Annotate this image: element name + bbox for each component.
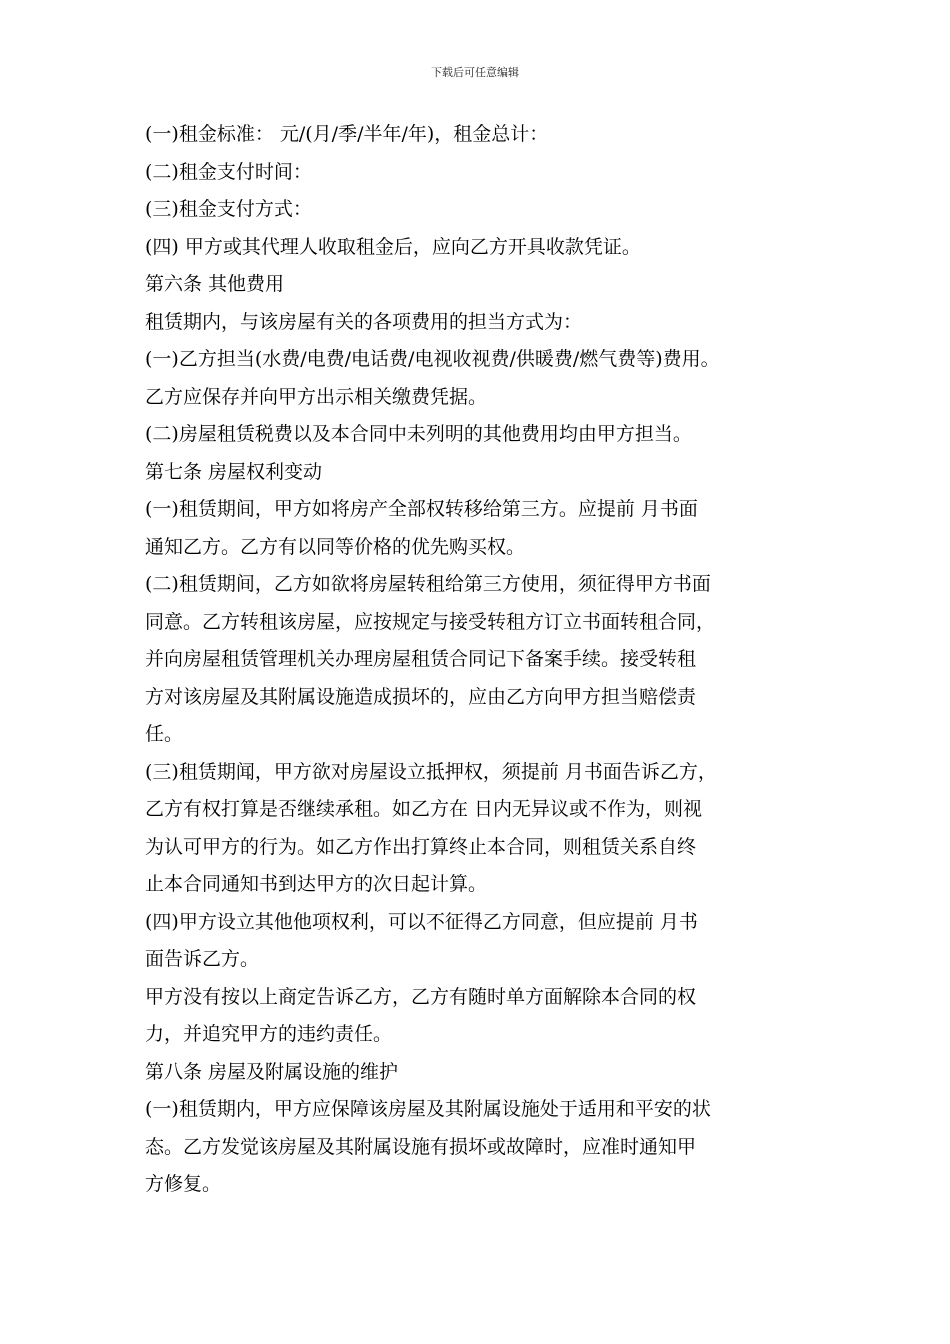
text-line: 任。 <box>145 723 184 745</box>
text-line: (一)租金标准： 元/(月/季/半年/年)，租金总计： <box>145 123 549 145</box>
text-line: (一)租赁期间，甲方如将房产全部权转移给第三方。应提前 月书面 <box>145 498 698 520</box>
text-line: (二)房屋租赁税费以及本合同中未列明的其他费用均由甲方担当。 <box>145 423 692 445</box>
section-heading: 第六条 其他费用 <box>145 273 285 295</box>
text-line: (三)租赁期闻，甲方欲对房屋设立抵押权，须提前 月书面告诉乙方， <box>145 760 717 783</box>
text-line: 为认可甲方的行为。如乙方作出打算终止本合同，则租赁关系自终 <box>145 835 697 858</box>
text-line: 态。乙方发觉该房屋及其附属设施有损坏或故障时，应准时通知甲 <box>145 1135 697 1158</box>
text-line: 止本合同通知书到达甲方的次日起计算。 <box>145 873 488 895</box>
page-header-note: 下载后可任意编辑 <box>431 66 519 79</box>
section-heading: 第八条 房屋及附属设施的维护 <box>145 1060 399 1083</box>
text-line: 通知乙方。乙方有以同等价格的优先购买权。 <box>145 535 526 558</box>
text-line: (二)租赁期间，乙方如欲将房屋转租给第三方使用，须征得甲方书面 <box>145 573 711 595</box>
text-line: (二)租金支付时间： <box>145 160 312 183</box>
text-line: 并向房屋租赁管理机关办理房屋租赁合同记下备案手续。接受转租 <box>145 648 697 670</box>
text-line: 力，并追究甲方的违约责任。 <box>145 1023 393 1045</box>
section-heading: 第七条 房屋权利变动 <box>145 460 323 483</box>
text-line: (三)租金支付方式： <box>145 198 312 220</box>
text-line: 同意。乙方转租该房屋，应按规定与接受转租方订立书面转租合同， <box>145 610 716 633</box>
text-line: 方对该房屋及其附属设施造成损坏的，应由乙方向甲方担当赔偿责 <box>145 685 697 708</box>
text-line: (四)甲方设立其他他项权利，可以不征得乙方同意，但应提前 月书 <box>145 910 698 933</box>
text-line: 甲方没有按以上商定告诉乙方，乙方有随时单方面解除本合同的权 <box>145 985 697 1008</box>
text-line: 方修复。 <box>145 1173 222 1195</box>
text-line: 面告诉乙方。 <box>145 948 260 970</box>
text-line: (一)乙方担当(水费/电费/电话费/电视收视费/供暖费/燃气费等)费用。 <box>145 348 720 370</box>
text-line: 租赁期内，与该房屋有关的各项费用的担当方式为： <box>145 310 583 333</box>
text-line: 乙方有权打算是否继续承租。如乙方在 日内无异议或不作为，则视 <box>145 798 703 820</box>
document-body <box>145 116 835 1204</box>
text-line: (四) 甲方或其代理人收取租金后，应向乙方开具收款凭证。 <box>145 235 641 258</box>
text-line: 乙方应保存并向甲方出示相关缴费凭据。 <box>145 385 488 408</box>
text-line: (一)租赁期内，甲方应保障该房屋及其附属设施处于适用和平安的状 <box>145 1098 711 1120</box>
